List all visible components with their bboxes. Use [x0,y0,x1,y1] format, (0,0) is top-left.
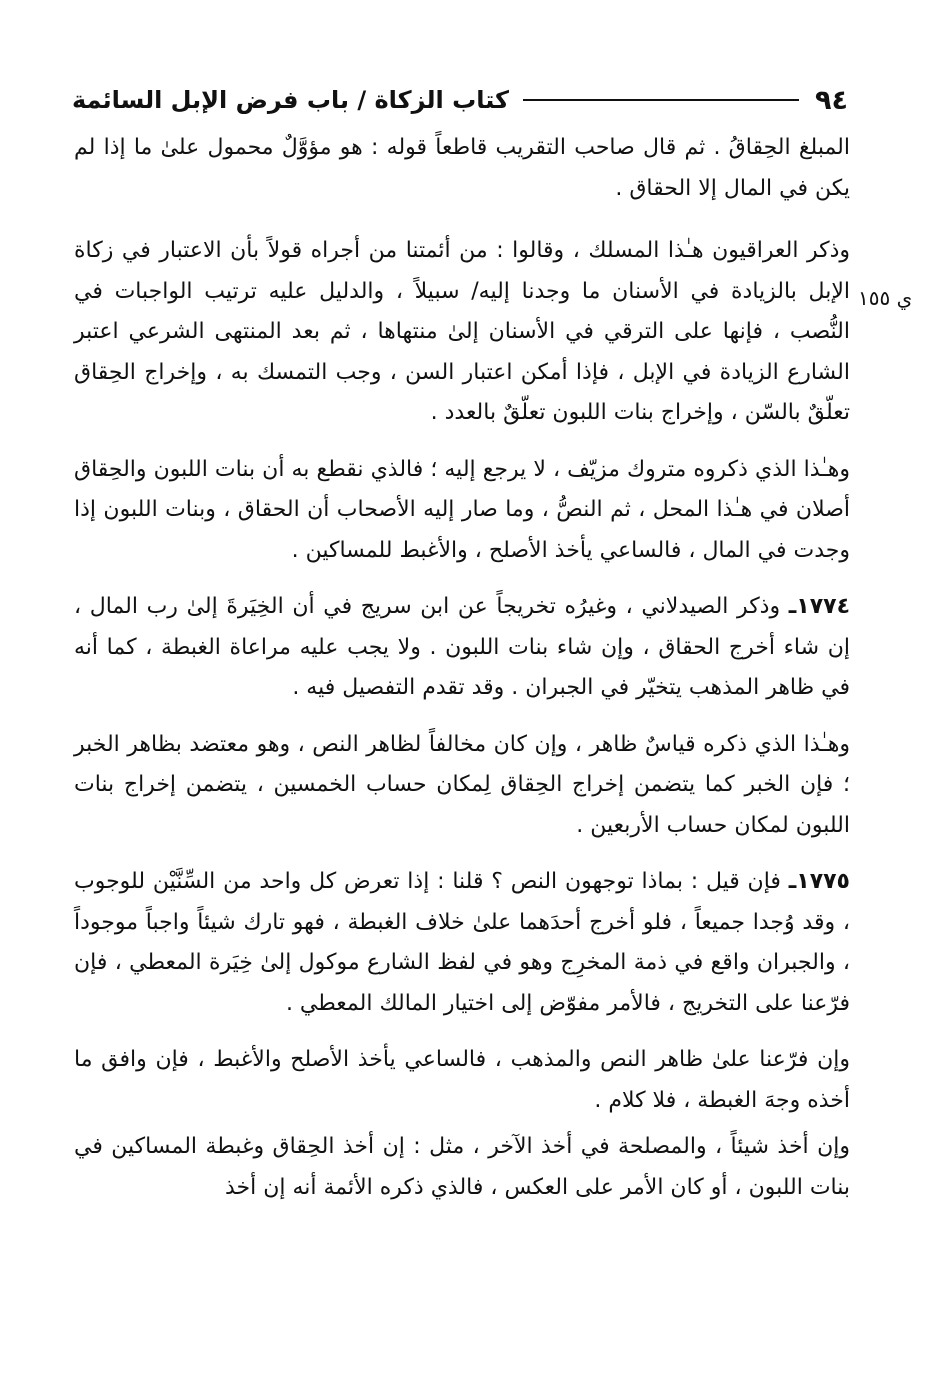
running-title: كتاب الزكاة / باب فرض الإبل السائمة [72,86,510,114]
page-number: ٩٤ [815,84,848,116]
marginal-page-reference: ي ١٥٥ [858,286,913,310]
paragraph: وإن فرّعنا علىٰ ظاهر النص والمذهب ، فالساعي يأخذ الأصلح والأغبط ، فإن وافق ما أخذه وجهَ الغبطة ، فلا كلام . [74,1047,850,1113]
paragraph: وإن أخذ شيئاً ، والمصلحة في أخذ الآخر ، مثل : إن أخذ الحِقاق وغبطة المساكين في بنات اللبون ، أو كان الأمر على العكس ، فالذي ذكره الأئمة أنه إن أخذ [74,1134,850,1200]
paragraph: المبلغ الحِقاقُ . ثم قال صاحب التقريب قاطعاً قوله : هو مؤوَّلٌ محمول علىٰ ما إذا لم يكن في المال إلا الحقاق . [74,135,850,201]
issue-number: ١٧٧٤ـ [788,594,850,619]
paragraph-issue: ١٧٧٤ـ وذكر الصيدلاني ، وغيرُه تخريجاً عن ابن سريج في أن الخِيَرةَ إلىٰ رب المال ، إن شاء أخرج الحقاق ، وإن شاء بنات اللبون . ولا يجب عليه مراعاة الغبطة ، كما أنه في ظاهر المذهب يتخيّر في الجبران . وقد تقدم التفصيل فيه . [74,594,850,700]
paragraph: وذكر العراقيون هـٰذا المسلك ، وقالوا : من أئمتنا من أجراه قولاً بأن الاعتبار في زكاة الإبل بالزيادة في الأسنان ما وجدنا إليه/ سبيلاً ، والدليل عليه ترتيب الواجبات في النُّصب ، فإنها على الترقي في الأسنان إلىٰ منتهاها ، ثم بعد المنتهى الشرعي اعتبر الشارع الزيادة في الإبل ، فإذا أمكن اعتبار السن ، وجب التمسك به ، وإخراج الحِقاق تعلّقٌ بالسّن ، وإخراج بنات اللبون تعلّقٌ بالعدد . [74,238,850,425]
paragraph: وهـٰذا الذي ذكروه متروك مزيّف ، لا يرجع إليه ؛ فالذي نقطع به أن بنات اللبون والحِقاق أصلان في هـٰذا المحل ، ثم النصُّ ، وما صار إليه الأصحاب أن الحقاق ، وبنات اللبون إذا وجدت في المال ، فالساعي يأخذ الأصلح ، والأغبط للمساكين . [74,456,850,563]
issue-number: ١٧٧٥ـ [788,869,850,894]
page-header [72,80,848,120]
paragraph: وهـٰذا الذي ذكره قياسٌ ظاهر ، وإن كان مخالفاً لظاهر النص ، وهو معتضد بظاهر الخبر ؛ فإن الخبر كما يتضمن إخراج الحِقاق لِمكان حساب الخمسين ، يتضمن إخراج بنات اللبون لمكان حساب الأربعين . [74,731,850,838]
paragraph-issue: ١٧٧٥ـ فإن قيل : بماذا توجهون النص ؟ قلنا : إذا تعرض كل واحد من السِّنَّيْن للوجوب ، وقد وُجدا جميعاً ، فلو أخرج أحدَهما علىٰ خلاف الغبطة ، فهو تارك شيئاً واجباً موجوداً ، والجبران واقع في ذمة المخرِج وهو في لفظ الشارع موكول إلىٰ خِيَرة المعطي ، فإن فرّعنا على التخريج ، فالأمر مفوّض إلى اختيار المالك المعطي . [74,869,850,1016]
header-rule [523,99,799,101]
body-text [74,128,850,1224]
